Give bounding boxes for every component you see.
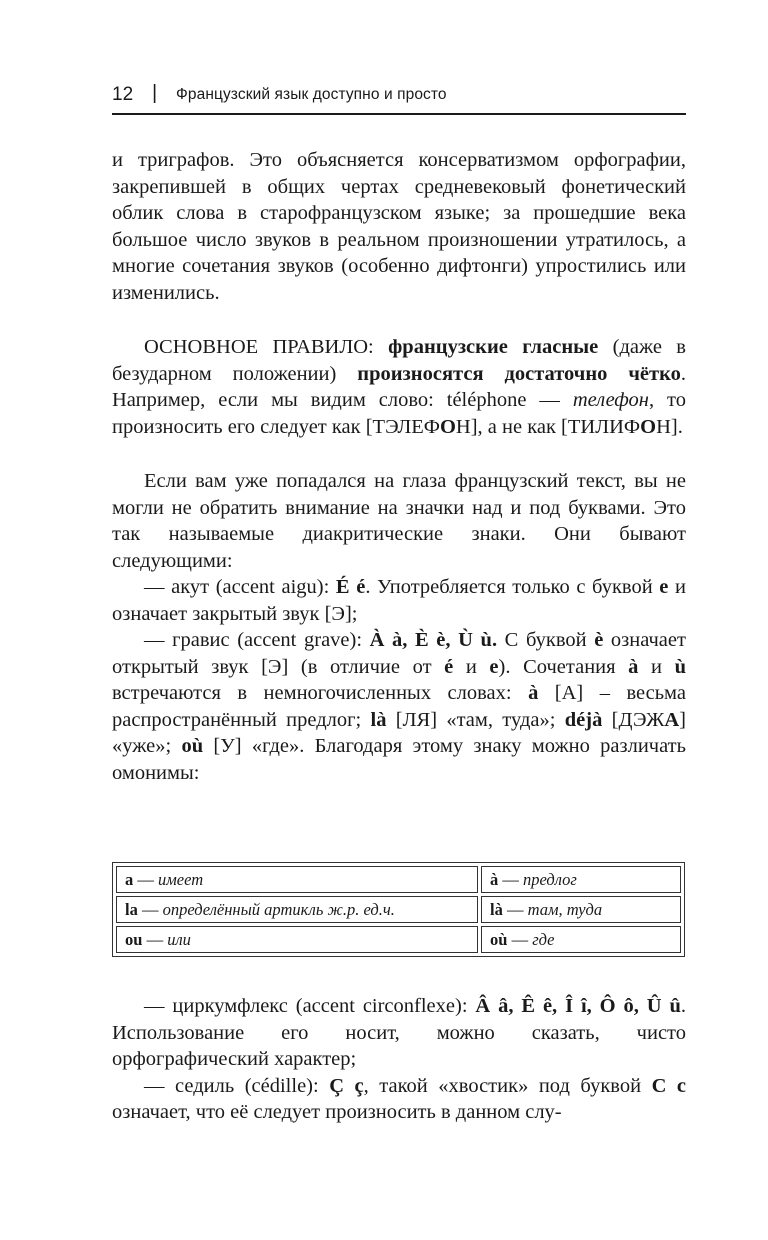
running-header	[112, 82, 686, 112]
item-grave: — гравис (accent grave): À à, È è, Ù ù. С буквой è означает открытый звук [Э] (в отличие от é и e). Сочетания à и ù встречаются в немногочисленных словах: à [А] – весьма распространённый предлог; là [ЛЯ] «там, туда»; déjà [ДЭЖА] «уже»; où [У] «где». Благодаря этому знаку можно различать омонимы:	[112, 629, 686, 784]
paragraph-rule: ОСНОВНОЕ ПРАВИЛО: французские гласные (даже в безударном положении) произносятся достаточно чётко. Например, если мы видим слово: téléphone — телефон, то произносить его следует как [ТЭЛЕФОН], а не как [ТИЛИФОН].	[112, 336, 686, 438]
table-cell: la — определённый артикль ж.р. ед.ч.	[116, 896, 478, 923]
table-cell: ou — или	[116, 926, 478, 953]
table-cell: là — там, туда	[481, 896, 681, 923]
header-separator: |	[152, 82, 158, 104]
main-text	[112, 147, 686, 786]
item-circumflex: — циркумфлекс (accent circonflexe): Â â, Ê ê, Î î, Ô ô, Û û. Использование его носит, можно сказать, чисто орфографический характер;	[112, 995, 686, 1070]
table-cell: où — где	[481, 926, 681, 953]
table-row	[116, 896, 681, 923]
item-acute: — акут (accent aigu): É é. Употребляется только с буквой e и означает закрытый звук [Э];	[112, 576, 686, 625]
table-cell: à — предлог	[481, 866, 681, 893]
homonyms-table	[112, 862, 685, 957]
paragraph-diacritics: Если вам уже попадался на глаза французский текст, вы не могли не обратить внимание на значки над и под буквами. Это так называемые диакритические знаки. Они бывают следующими:	[112, 470, 686, 572]
table-row	[116, 926, 681, 953]
header-rule	[112, 113, 686, 115]
table-cell: a — имеет	[116, 866, 478, 893]
table-row	[116, 866, 681, 893]
item-cedilla: — седиль (cédille): Ç ç, такой «хвостик» под буквой С с означает, что её следует произносить в данном слу-	[112, 1074, 687, 1123]
paragraph-intro: и триграфов. Это объясняется консерватизмом орфографии, закрепившей в общих чертах средневековый фонетический облик слова в старофранцузском языке; за прошедшие века большое число звуков в реальном произношении утратилось, а многие сочетания звуков (особенно дифтонги) упростились или изменились.	[112, 149, 686, 304]
page-number: 12	[112, 84, 134, 105]
book-title: Французский язык доступно и просто	[176, 86, 447, 103]
lower-text	[112, 993, 686, 1126]
